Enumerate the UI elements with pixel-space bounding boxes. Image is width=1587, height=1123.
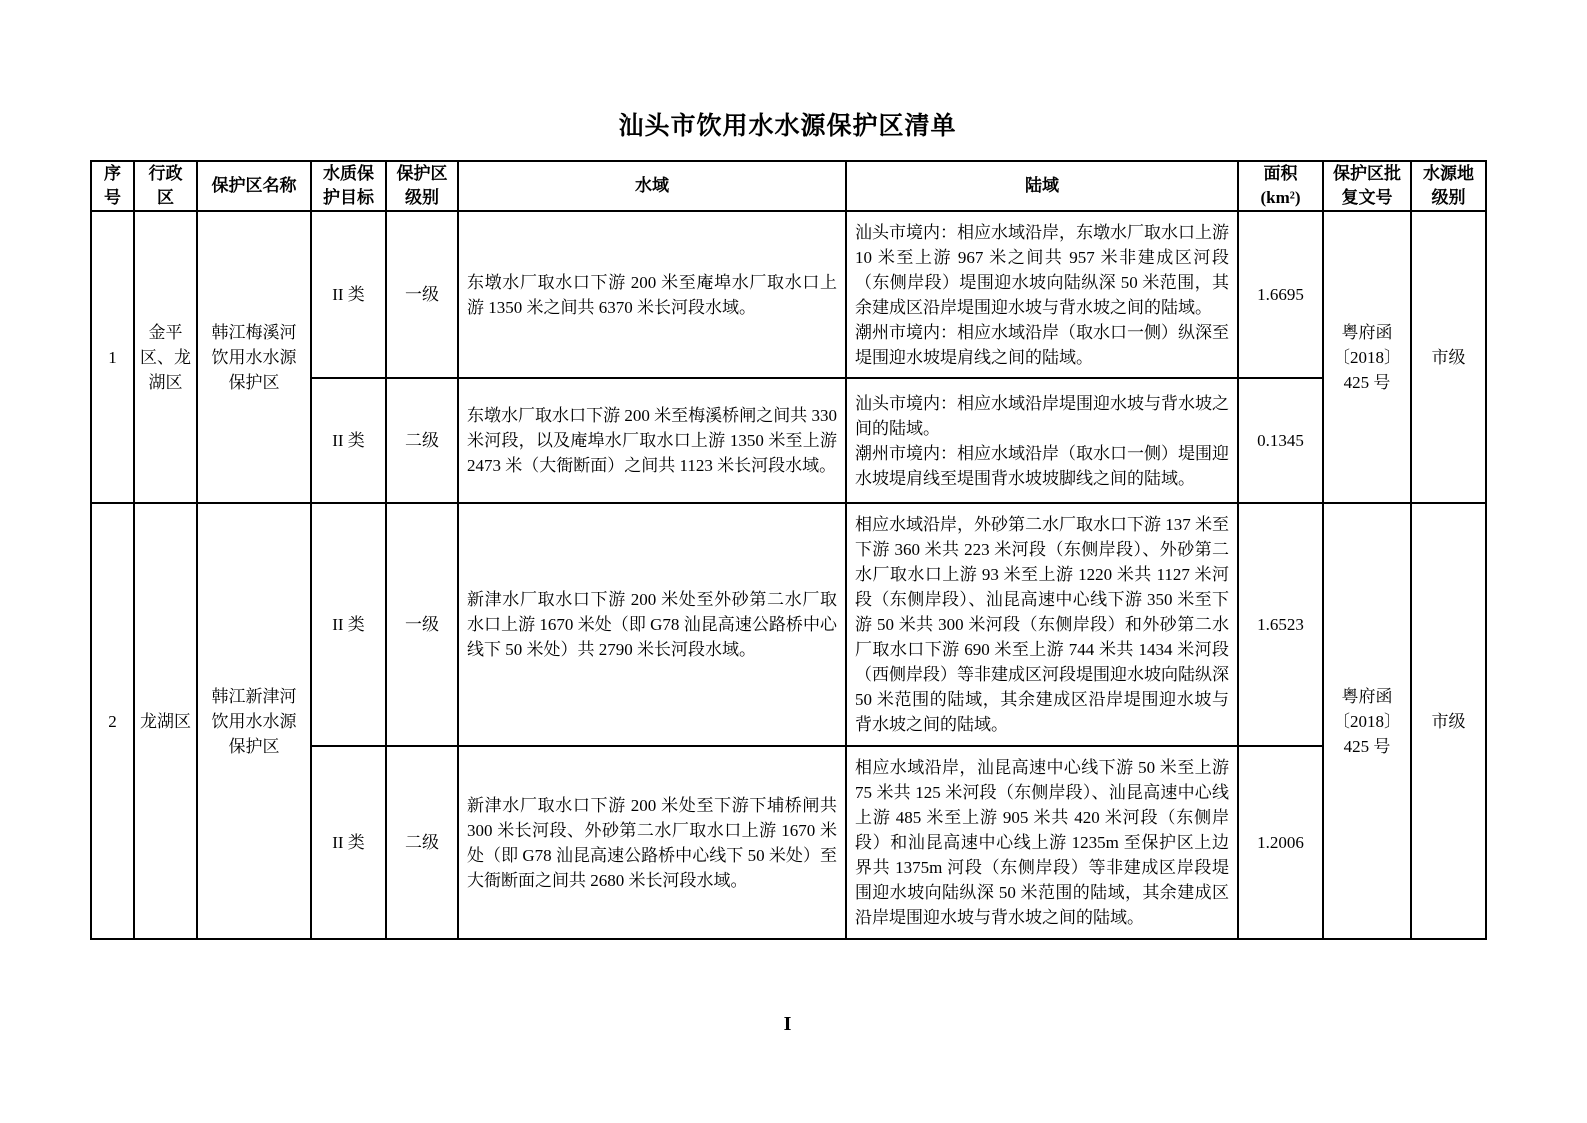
cell-source-level: 市级 bbox=[1411, 211, 1486, 503]
cell-zone-level: 一级 bbox=[386, 211, 458, 378]
page-title: 汕头市饮用水水源保护区清单 bbox=[618, 113, 957, 140]
protection-zone-table bbox=[90, 160, 1487, 940]
cell-seq: 2 bbox=[91, 503, 134, 939]
cell-zone-level: 二级 bbox=[386, 378, 458, 503]
header-zone-name: 保护区名称 bbox=[197, 161, 311, 211]
land-paragraph: 潮州市境内：相应水域沿岸（取水口一侧）堤围迎水坡堤肩线至堤围背水坡坡脚线之间的陆域。 bbox=[855, 443, 1229, 488]
cell-district: 金平区、龙湖区 bbox=[134, 211, 197, 503]
cell-water-area: 新津水厂取水口下游 200 米处至下游下埔桥闸共 300 米长河段、外砂第二水厂取水口上游 1670 米处（即 G78 汕昆高速公路桥中心线下 50 米处）至大衙断面之间共 2680 米长河段水域。 bbox=[458, 746, 846, 939]
cell-area-km2: 1.6695 bbox=[1238, 211, 1323, 378]
header-seq: 序号 bbox=[91, 161, 134, 211]
header-zone-level: 保护区级别 bbox=[386, 161, 458, 211]
cell-water-quality: II 类 bbox=[311, 211, 386, 378]
cell-zone-name: 韩江梅溪河饮用水水源保护区 bbox=[197, 211, 311, 503]
table-header-row bbox=[91, 161, 1486, 211]
page-number: I bbox=[783, 1013, 792, 1035]
cell-area-km2: 1.2006 bbox=[1238, 746, 1323, 939]
cell-land-area bbox=[846, 503, 1238, 746]
cell-approval-doc: 粤府函〔2018〕425 号 bbox=[1323, 211, 1411, 503]
cell-land-area bbox=[846, 746, 1238, 939]
header-approval-doc: 保护区批复文号 bbox=[1323, 161, 1411, 211]
cell-zone-name: 韩江新津河饮用水水源保护区 bbox=[197, 503, 311, 939]
cell-district: 龙湖区 bbox=[134, 503, 197, 939]
land-paragraph: 相应水域沿岸，汕昆高速中心线下游 50 米至上游 75 米共 125 米河段（东侧岸段）、汕昆高速中心线上游 485 米至上游 905 米共 420 米河段（东侧岸段）和汕昆高速中心线上游 1235m 至保护区上边界共 1375m 河段（东侧岸段）等非建成区岸段堤围迎水坡向陆纵深 50 米范围的陆域，其余建成区沿岸堤围迎水坡与背水坡之间的陆域。 bbox=[855, 758, 1229, 927]
header-land-area: 陆域 bbox=[846, 161, 1238, 211]
land-paragraph: 潮州市境内：相应水域沿岸（取水口一侧）纵深至堤围迎水坡堤肩线之间的陆域。 bbox=[855, 322, 1229, 367]
cell-land-area bbox=[846, 378, 1238, 503]
cell-water-quality: II 类 bbox=[311, 503, 386, 746]
cell-water-quality: II 类 bbox=[311, 378, 386, 503]
cell-land-area bbox=[846, 211, 1238, 378]
header-water-quality-target: 水质保护目标 bbox=[311, 161, 386, 211]
cell-water-quality: II 类 bbox=[311, 746, 386, 939]
table-row bbox=[91, 211, 1486, 378]
cell-zone-level: 二级 bbox=[386, 746, 458, 939]
header-source-level: 水源地级别 bbox=[1411, 161, 1486, 211]
header-water-area: 水域 bbox=[458, 161, 846, 211]
cell-seq: 1 bbox=[91, 211, 134, 503]
land-paragraph: 汕头市境内：相应水域沿岸堤围迎水坡与背水坡之间的陆域。 bbox=[855, 393, 1229, 438]
cell-area-km2: 0.1345 bbox=[1238, 378, 1323, 503]
header-area-line1: 面积 bbox=[1263, 164, 1298, 183]
header-area-km2 bbox=[1238, 161, 1323, 211]
land-paragraph: 汕头市境内：相应水域沿岸，东墩水厂取水口上游 10 米至上游 967 米之间共 957 米非建成区河段（东侧岸段）堤围迎水坡向陆纵深 50 米范围，其余建成区沿岸堤围迎水坡与背水坡之间的陆域。 bbox=[855, 222, 1229, 317]
cell-source-level: 市级 bbox=[1411, 503, 1486, 939]
header-district: 行政区 bbox=[134, 161, 197, 211]
cell-water-area: 东墩水厂取水口下游 200 米至梅溪桥闸之间共 330 米河段，以及庵埠水厂取水口上游 1350 米至上游 2473 米（大衙断面）之间共 1123 米长河段水域。 bbox=[458, 378, 846, 503]
cell-area-km2: 1.6523 bbox=[1238, 503, 1323, 746]
land-paragraph: 相应水域沿岸，外砂第二水厂取水口下游 137 米至下游 360 米共 223 米河段（东侧岸段）、外砂第二水厂取水口上游 93 米至上游 1220 米共 1127 米河段（东侧岸段）、汕昆高速中心线下游 350 米至下游 50 米共 300 米河段（东侧岸段）和外砂第二水厂取水口下游 690 米至上游 744 米共 1434 米河段（西侧岸段）等非建成区河段堤围迎水坡向陆纵深 50 米范围的陆域，其余建成区沿岸堤围迎水坡与背水坡之间的陆域。 bbox=[855, 515, 1229, 734]
cell-water-area: 东墩水厂取水口下游 200 米至庵埠水厂取水口上游 1350 米之间共 6370 米长河段水域。 bbox=[458, 211, 846, 378]
cell-approval-doc: 粤府函〔2018〕425 号 bbox=[1323, 503, 1411, 939]
header-area-line2: (km²) bbox=[1260, 188, 1301, 207]
cell-zone-level: 一级 bbox=[386, 503, 458, 746]
cell-water-area: 新津水厂取水口下游 200 米处至外砂第二水厂取水口上游 1670 米处（即 G78 汕昆高速公路桥中心线下 50 米处）共 2790 米长河段水域。 bbox=[458, 503, 846, 746]
table-row bbox=[91, 503, 1486, 746]
